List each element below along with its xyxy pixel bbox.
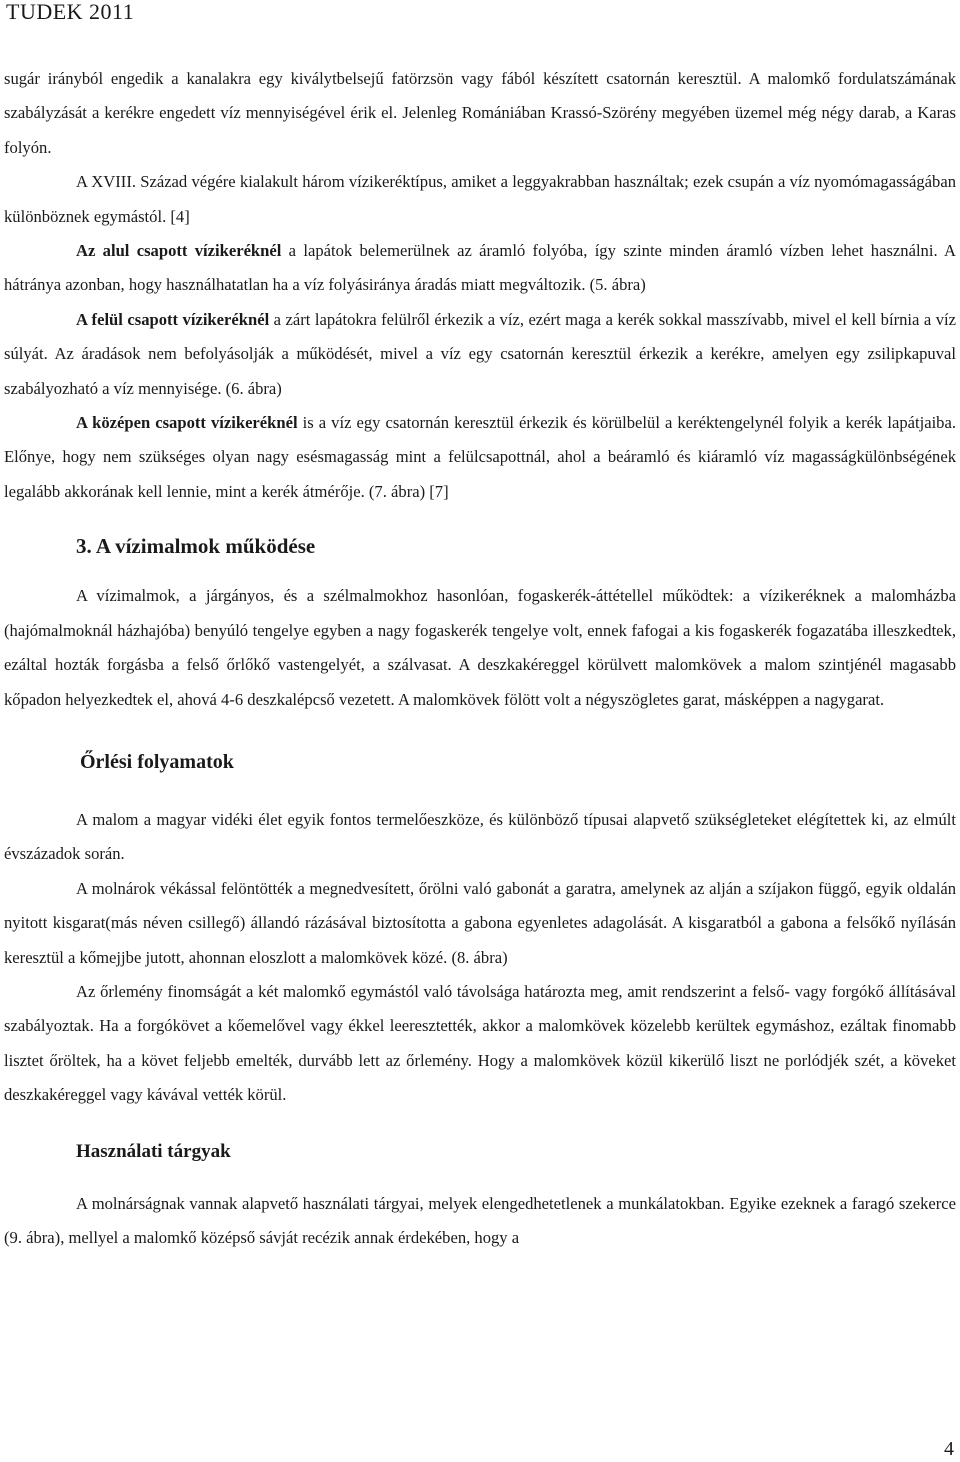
term-overshot: A felül csapott vízikeréknél	[76, 309, 270, 329]
paragraph-grind-fineness: Az őrlemény finomságát a két malomkő egymástól való távolsága határozta meg, amit rendszerint a felső- vagy forgókő állításával szabályoztak. Ha a forgókövet a kőemelővel vagy ékkel leeresztették, akkor a malomkövek közelebb kerültek egymáshoz, ezáltak finomabb lisztet őröltek, ha a követ feljebb emelték, durvább lett az őrlemény. Hogy a malomkövek közül kikerülő liszt ne porlódjék szét, a köveket deszkakéreggel vagy kávával vették körül.	[4, 981, 956, 1105]
undershot-description: a lapátok belemerülnek az áramló folyóba, így szinte minden áramló vízben lehet használni. A hátránya azonban, hogy használhatatlan ha a víz folyásiránya áradás miatt megváltozik. (5. ábra)	[4, 241, 956, 295]
running-header: TUDEK 2011	[6, 0, 135, 24]
term-undershot: Az alul csapott vízikeréknél	[76, 241, 282, 261]
paragraph-overshot-wheel	[4, 303, 956, 406]
section-heading-watermill-operation: 3. A vízimalmok működése	[76, 534, 316, 559]
page-number: 4	[944, 1438, 954, 1460]
paragraph-watermill-gearing: A vízimalmok, a járgányos, és a szélmalmokhoz hasonlóan, fogaskerék-áttétellel működtek: a vízikeréknek a malomházba (hajómalmoknál házhajóba) benyúló tengelye egyben a nagy fogaskerék tengelye volt, ennek fafogai a kis fogaskerék fogazatába illeszkedtek, ezáltal hozták forgásba a felső őrlőkő vastengelyét, a szálvasat. A deszkakéreggel körülvett malomkövek a malom szintjénél magasabb kőpadon helyezkedtek el, ahová 4-6 deszkalépcső vezetett. A malomkövek fölött volt a négyszögletes garat, másképpen a nagygarat.	[4, 586, 956, 709]
paragraph-grain-feeding: A molnárok vékással felöntötték a megnedvesített, őrölni való gabonát a garatra, amelynek az alján a szíjakon függő, egyik oldalán nyitott kisgarat(más néven csillegő) állandó rázásával biztosította a gabona egyenletes adagolását. A kisgaratból a gabona a felsőkő nyílásán keresztül a kőmejjbe jutott, ahonnan eloszlott a malomkövek közé. (8. ábra)	[4, 878, 956, 967]
paragraph-breastshot-wheel	[4, 406, 956, 509]
paragraph-intro-continuation: sugár irányból engedik a kanalakra egy kiválytbelsejű fatörzsön vagy fából készített csatornán keresztül. A malomkő fordulatszámának szabályzását a kerékre engedett víz mennyiségével érik el. Jelenleg Romániában Krassó-Szörény megyében üzemel még négy darab, a Karas folyón.	[4, 69, 956, 157]
document-body	[4, 62, 956, 1255]
paragraph-miller-tools: A molnárságnak vannak alapvető használati tárgyai, melyek elengedhetetlenek a munkálatokban. Egyike ezeknek a faragó szekerce (9. ábra), mellyel a malomkő középső sávját recézik annak érdekében, hogy a	[4, 1193, 956, 1247]
paragraph-mill-importance: A malom a magyar vidéki élet egyik fontos termelőeszköze, és különböző típusai alapvető szükségleteket elégítettek ki, az elmúlt évszázadok során.	[4, 809, 956, 864]
overshot-description: a zárt lapátokra felülről érkezik a víz, ezért maga a kerék sokkal masszívabb, mivel el kell bírnia a víz súlyát. Az áradások nem befolyásolják a működését, mivel a víz egy csatornán keresztül érkezik a kerékre, amelyen egy zsilipkapuval szabályozható a víz mennyisége. (6. ábra)	[4, 309, 956, 398]
section-heading-tools: Használati tárgyak	[76, 1140, 231, 1162]
breastshot-description: is a víz egy csatornán keresztül érkezik és körülbelül a keréktengelynél folyik a kerék lapátjaiba. Előnye, hogy nem szükséges olyan nagy esésmagasság mint a felülcsapottnál, ahol a beáramló és kiáramló víz magasságkülönbségének legalább akkorának kell lennie, mint a kerék átmérője. (7. ábra) [7]	[4, 413, 956, 501]
section-heading-milling-process: Őrlési folyamatok	[80, 750, 234, 773]
paragraph-undershot-wheel	[4, 234, 956, 303]
term-breastshot: A középen csapott vízikeréknél	[76, 413, 298, 433]
paragraph-wheel-types: A XVIII. Század végére kialakult három vízikeréktípus, amiket a leggyakrabban használtak; ezek csupán a víz nyomómagasságában különböznek egymástól. [4]	[4, 172, 956, 226]
